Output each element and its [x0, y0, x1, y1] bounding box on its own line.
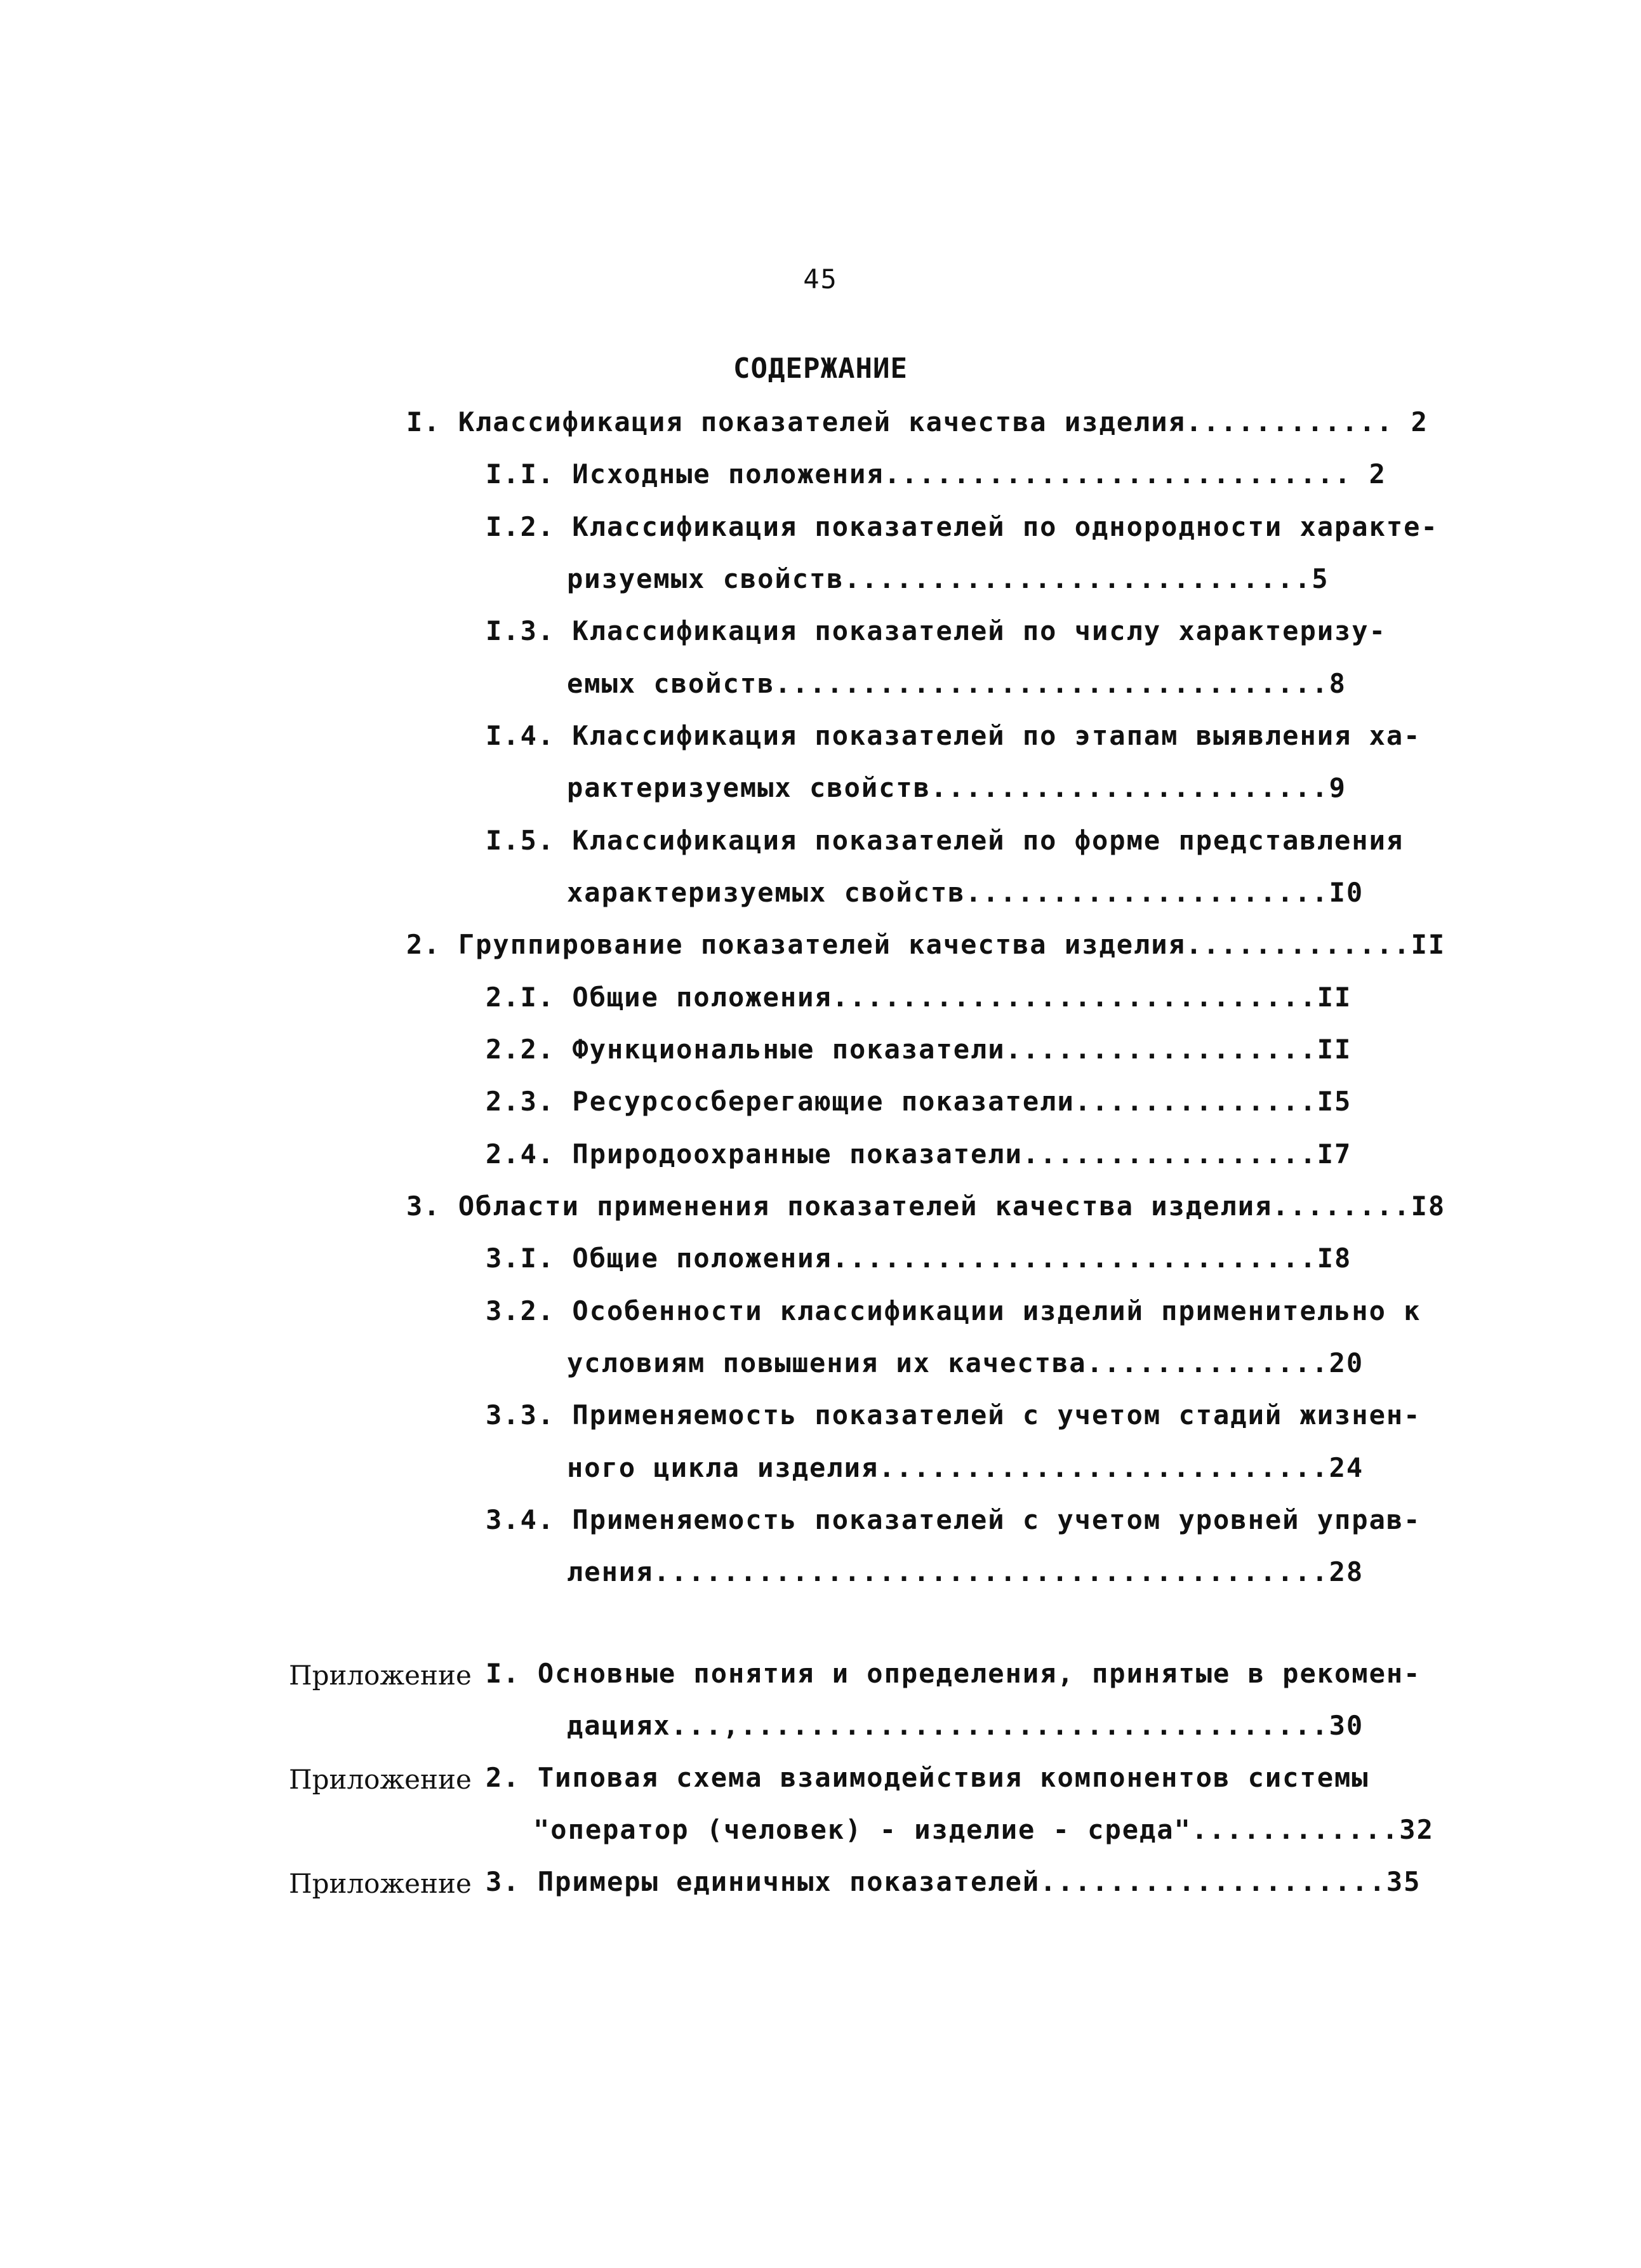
toc-line: I.I. Исходные положения........................... 2 [486, 458, 1386, 490]
toc-line: 3.2. Особенности классификации изделий применительно к [486, 1295, 1421, 1326]
toc-line: характеризуемых свойств.....................I0 [567, 877, 1364, 908]
toc-line: рактеризуемых свойств.......................9 [567, 772, 1346, 803]
toc-line: I. Основные понятия и определения, принятые в рекомен- [486, 1658, 1421, 1689]
toc-line: I.4. Классификация показателей по этапам выявления ха- [486, 720, 1421, 751]
toc-line: 3. Области применения показателей качества изделия........I8 [406, 1191, 1446, 1222]
toc-line: 2. Группирование показателей качества изделия.............II [406, 929, 1446, 960]
toc-line: ризуемых свойств...........................5 [567, 563, 1329, 594]
toc-line: 2.2. Функциональные показатели..................II [486, 1034, 1352, 1065]
appendix-label: Приложение [289, 1764, 472, 1795]
toc-line: I. Классификация показателей качества изделия............ 2 [406, 406, 1428, 437]
toc-line: дациях...,..................................30 [567, 1710, 1364, 1741]
page-number: 45 [803, 263, 838, 295]
appendix-label: Приложение [289, 1660, 472, 1691]
toc-line: емых свойств................................8 [567, 668, 1346, 699]
toc-line: "оператор (человек) - изделие - среда"............32 [533, 1814, 1434, 1845]
toc-line: 3.3. Применяемость показателей с учетом стадий жизнен- [486, 1399, 1421, 1431]
toc-line: условиям повышения их качества..............20 [567, 1347, 1364, 1378]
toc-line: I.5. Классификация показателей по форме представления [486, 825, 1404, 856]
toc-line: 3. Примеры единичных показателей....................35 [486, 1866, 1421, 1897]
toc-line: I.2. Классификация показателей по однородности характе- [486, 511, 1438, 542]
toc-line: 2.3. Ресурсосберегающие показатели..............I5 [486, 1086, 1352, 1117]
toc-line: I.3. Классификация показателей по числу характеризу- [486, 615, 1386, 646]
toc-line: 2. Типовая схема взаимодействия компонентов системы [486, 1762, 1369, 1793]
toc-line: ного цикла изделия..........................24 [567, 1452, 1364, 1483]
toc-line: 3.4. Применяемость показателей с учетом уровней управ- [486, 1504, 1421, 1535]
page-title: СОДЕРЖАНИЕ [733, 352, 908, 385]
toc-line: 2.I. Общие положения............................II [486, 982, 1352, 1013]
toc-line: 2.4. Природоохранные показатели.................I7 [486, 1138, 1352, 1170]
toc-line: ления.......................................28 [567, 1556, 1364, 1587]
appendix-label: Приложение [289, 1868, 472, 1899]
toc-line: 3.I. Общие положения............................I8 [486, 1243, 1352, 1274]
